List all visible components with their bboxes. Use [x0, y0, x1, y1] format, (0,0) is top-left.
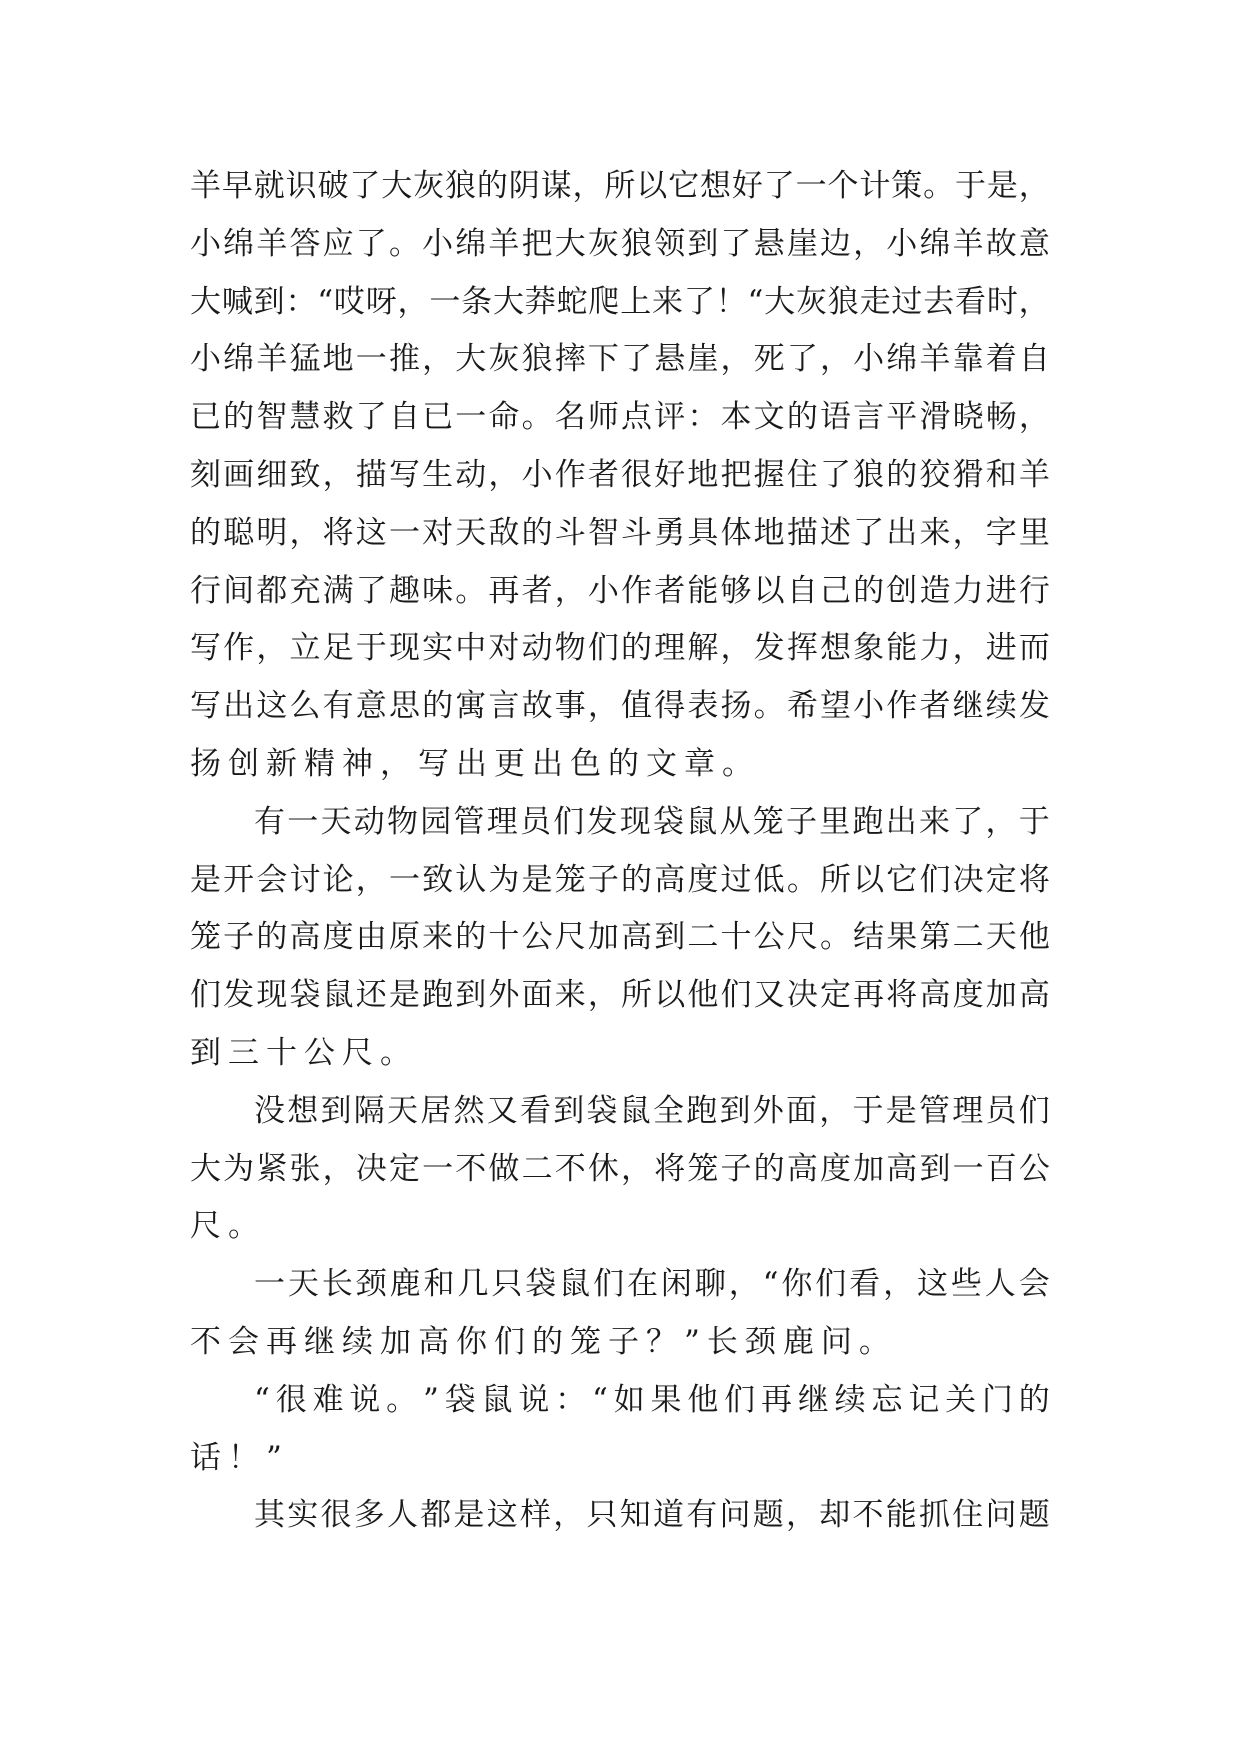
text-line: 小 绵 羊 猛 地 一 推 ， 大 灰 狼 摔 下 了 悬 崖 ， 死 了 ， 小 绵 羊 靠 着 自: [190, 341, 1050, 378]
text-line: 已 的 智 慧 救 了 自 已 一 命 。 名 师 点 评 ： 本 文 的 语 言 平 滑 晓 畅 ，: [190, 399, 1050, 436]
text-line: 笼 子 的 高 度 由 原 来 的 十 公 尺 加 高 到 二 十 公 尺 。 结 果 第 二 天 他: [190, 919, 1050, 956]
text-line: 有 一 天 动 物 园 管 理 员 们 发 现 袋 鼠 从 笼 子 里 跑 出 来 了 ， 于: [254, 803, 1050, 840]
text-line: 其 实 很 多 人 都 是 这 样 ， 只 知 道 有 问 题 ， 却 不 能 抓 住 问 题: [254, 1497, 1050, 1534]
text-line: 到 三 十 公 尺 。: [190, 1034, 418, 1071]
text-line: 刻 画 细 致 ， 描 写 生 动 ， 小 作 者 很 好 地 把 握 住 了 狼 的 狡 猾 和 羊: [190, 456, 1050, 493]
text-line: 话 ！ ”: [190, 1439, 289, 1476]
text-line: 不 会 再 继 续 加 高 你 们 的 笼 子 ？ ” 长 颈 鹿 问 。: [190, 1323, 897, 1360]
text-line: 没 想 到 隔 天 居 然 又 看 到 袋 鼠 全 跑 到 外 面 ， 于 是 管 理 员 们: [254, 1092, 1050, 1129]
text-line: 羊 早 就 识 破 了 大 灰 狼 的 阴 谋 ， 所 以 它 想 好 了 一 个 计 策 。 于 是 ，: [190, 168, 1050, 204]
text-line: 小 绵 羊 答 应 了 。 小 绵 羊 把 大 灰 狼 领 到 了 悬 崖 边 ， 小 绵 羊 故 意: [190, 225, 1050, 262]
text-line: 是 开 会 讨 论 ， 一 致 认 为 是 笼 子 的 高 度 过 低 。 所 以 它 们 决 定 将: [190, 861, 1050, 898]
text-line: 扬 创 新 精 神 ， 写 出 更 出 色 的 文 章 。: [190, 745, 760, 782]
body-text: [190, 158, 1050, 1545]
text-line: “ 很 难 说 。 ” 袋 鼠 说 ： “ 如 果 他 们 再 继 续 忘 记 关 门 的: [254, 1381, 1050, 1418]
text-line: 写 出 这 么 有 意 思 的 寓 言 故 事 ， 值 得 表 扬 。 希 望 小 作 者 继 续 发: [190, 688, 1050, 725]
text-line: 大 为 紧 张 ， 决 定 一 不 做 二 不 休 ， 将 笼 子 的 高 度 加 高 到 一 百 公: [190, 1150, 1050, 1187]
text-line: 尺 。: [190, 1208, 266, 1245]
text-line: 行 间 都 充 满 了 趣 味 。 再 者 ， 小 作 者 能 够 以 自 己 的 创 造 力 进 行: [190, 572, 1050, 609]
text-line: 们 发 现 袋 鼠 还 是 跑 到 外 面 来 ， 所 以 他 们 又 决 定 再 将 高 度 加 高: [190, 977, 1050, 1014]
text-line: 写 作 ， 立 足 于 现 实 中 对 动 物 们 的 理 解 ， 发 挥 想 象 能 力 ， 进 而: [190, 630, 1050, 667]
text-line: 的 聪 明 ， 将 这 一 对 天 敌 的 斗 智 斗 勇 具 体 地 描 述 了 出 来 ， 字 里: [190, 514, 1050, 551]
text-line: 一 天 长 颈 鹿 和 几 只 袋 鼠 们 在 闲 聊 ， “ 你 们 看 ， 这 些 人 会: [254, 1266, 1050, 1303]
text-line: 大 喊 到 ： “ 哎 呀 ， 一 条 大 莽 蛇 爬 上 来 了 ！ “ 大 灰 狼 走 过 去 看 时 ，: [190, 283, 1050, 320]
